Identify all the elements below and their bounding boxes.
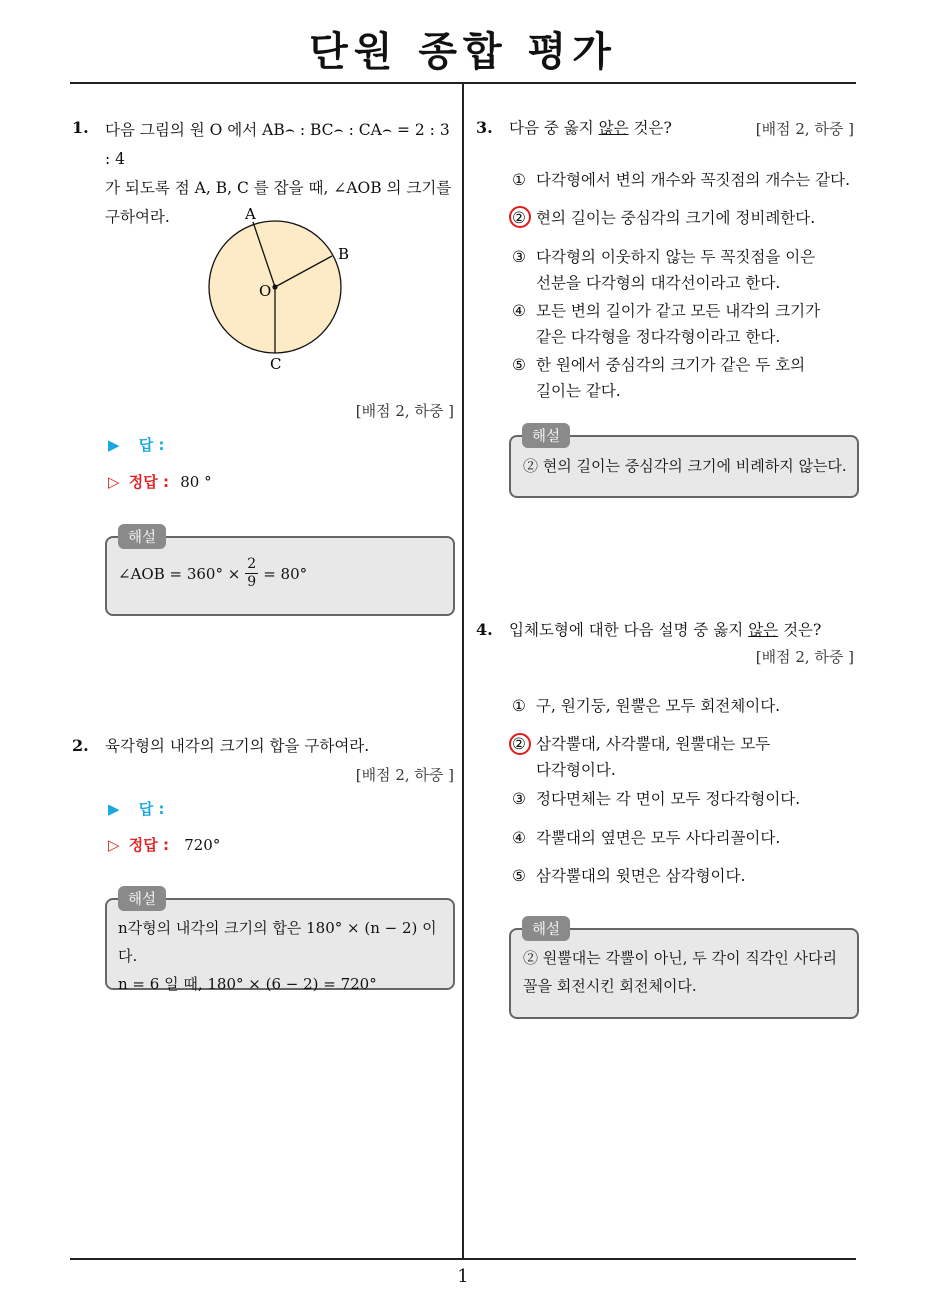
formula-rhs: = 80°	[263, 564, 308, 583]
question-3-text	[509, 114, 672, 143]
explanation-line-1: n각형의 내각의 크기의 합은 180° × (n − 2) 이다.	[118, 919, 437, 965]
question-4-choice-5[interactable]	[512, 863, 745, 889]
choice-text: 각뿔대의 옆면은 모두 사다리꼴이다.	[536, 829, 781, 847]
question-4-score: [배점 2, 하중 ]	[755, 648, 854, 666]
column-divider	[462, 83, 464, 1259]
question-1-score: [배점 2, 하중 ]	[355, 402, 454, 420]
correct-value: 720°	[184, 836, 221, 854]
explanation-line-1: ② 원뿔대는 각뿔이 아닌, 두 각이 직각인 사다리	[523, 949, 837, 967]
question-2-correct-row	[108, 834, 220, 855]
question-4-underlined-word: 않은	[748, 621, 779, 639]
question-2-explanation-text	[118, 914, 448, 998]
choice-text: 다각형의 이웃하지 않는 두 꼭짓점을 이은	[536, 248, 816, 266]
choice-number: ①	[512, 171, 526, 189]
question-1-explanation-formula	[118, 556, 307, 591]
fraction-denominator: 9	[247, 574, 257, 590]
choice-number: ②	[512, 209, 526, 227]
center-point	[272, 284, 277, 289]
choice-text: 모든 변의 길이가 같고 모든 내각의 크기가	[536, 302, 821, 320]
label-a: A	[245, 205, 256, 223]
choice-number: ②	[512, 735, 526, 753]
answer-label: 답 :	[138, 436, 165, 454]
question-3-underlined-word: 않은	[598, 119, 629, 137]
choice-text-line-2: 선분을 다각형의 대각선이라고 한다.	[536, 274, 781, 292]
question-2-text: 육각형의 내각의 크기의 합을 구하여라.	[105, 737, 370, 755]
question-4-text-start: 입체도형에 대한 다음 설명 중 옳지	[509, 621, 749, 639]
page-number: 1	[457, 1266, 469, 1287]
choice-text: 현의 길이는 중심각의 크기에 정비례한다.	[536, 209, 816, 227]
question-1-number: 1.	[72, 118, 89, 137]
label-o: O	[259, 282, 272, 300]
choice-text: 구, 원기둥, 원뿔은 모두 회전체이다.	[536, 697, 781, 715]
choice-number: ④	[512, 302, 526, 320]
explanation-tag: 해설	[118, 886, 166, 911]
correct-value: 80 °	[180, 473, 212, 491]
question-1-correct-row	[108, 471, 212, 492]
question-1-line-1: 다음 그림의 원 O 에서 AB⌢ : BC⌢ : CA⌢ = 2 : 3 : 4	[105, 121, 450, 168]
circle-figure	[200, 200, 360, 380]
outline-triangle-icon: ▷	[108, 836, 120, 854]
question-3-choice-2[interactable]	[512, 205, 815, 231]
question-4-choice-2[interactable]	[512, 731, 770, 783]
question-2-number: 2.	[72, 736, 89, 755]
question-1-line-3: 구하여라.	[105, 208, 170, 226]
question-4-text	[509, 616, 821, 645]
question-4-number: 4.	[476, 620, 493, 639]
play-triangle-icon: ▶	[108, 800, 120, 818]
question-3-text-end: 것은?	[628, 119, 672, 137]
label-c: C	[270, 355, 282, 373]
question-3-score: [배점 2, 하중 ]	[755, 120, 854, 138]
correct-label: 정답 :	[128, 473, 169, 491]
question-3-choice-1[interactable]	[512, 167, 850, 193]
question-4-explanation-text	[523, 944, 853, 1000]
explanation-tag: 해설	[118, 524, 166, 549]
question-3-explanation-text: ② 현의 길이는 중심각의 크기에 비례하지 않는다.	[523, 457, 847, 475]
page-title: 단원 종합 평가	[309, 29, 617, 75]
question-1-line-2: 가 되도록 점 A, B, C 를 잡을 때, ∠AOB 의 크기를	[105, 179, 452, 197]
choice-text: 삼각뿔대, 사각뿔대, 원뿔대는 모두	[536, 735, 771, 753]
choice-number: ①	[512, 697, 526, 715]
choice-text: 한 원에서 중심각의 크기가 같은 두 호의	[536, 356, 806, 374]
question-3-choice-4[interactable]	[512, 298, 820, 350]
question-2-answer-row	[108, 798, 165, 819]
choice-number: ③	[512, 790, 526, 808]
choice-text-line-2: 같은 다각형을 정다각형이라고 한다.	[536, 328, 781, 346]
fraction-numerator: 2	[247, 556, 257, 572]
choice-text-line-2: 다각형이다.	[536, 761, 616, 779]
question-3-text-start: 다음 중 옳지	[509, 119, 599, 137]
choice-number: ⑤	[512, 867, 526, 885]
play-triangle-icon: ▶	[108, 436, 120, 454]
question-1-answer-row	[108, 434, 165, 455]
correct-label: 정답 :	[128, 836, 169, 854]
choice-number: ⑤	[512, 356, 526, 374]
question-4-choice-1[interactable]	[512, 693, 780, 719]
question-2-score: [배점 2, 하중 ]	[355, 766, 454, 784]
fraction	[245, 556, 258, 591]
choice-text: 정다면체는 각 면이 모두 정다각형이다.	[536, 790, 801, 808]
answer-label: 답 :	[138, 800, 165, 818]
question-3-choice-3[interactable]	[512, 244, 815, 296]
outline-triangle-icon: ▷	[108, 473, 120, 491]
question-4-choice-3[interactable]	[512, 786, 800, 812]
explanation-line-2: 꼴을 회전시킨 회전체이다.	[523, 977, 697, 995]
question-4-choice-4[interactable]	[512, 825, 780, 851]
explanation-tag: 해설	[522, 423, 570, 448]
formula-lhs: ∠AOB = 360° ×	[118, 564, 241, 583]
explanation-line-2: n = 6 일 때, 180° × (6 − 2) = 720°	[118, 975, 377, 993]
choice-number: ③	[512, 248, 526, 266]
question-3-choice-5[interactable]	[512, 352, 805, 404]
label-b: B	[338, 245, 350, 263]
choice-text-line-2: 길이는 같다.	[536, 382, 621, 400]
choice-number: ④	[512, 829, 526, 847]
question-3-number: 3.	[476, 118, 493, 137]
question-4-text-end: 것은?	[778, 621, 822, 639]
choice-text: 삼각뿔대의 윗면은 삼각형이다.	[536, 867, 746, 885]
footer-rule	[70, 1258, 856, 1260]
choice-text: 다각형에서 변의 개수와 꼭짓점의 개수는 같다.	[536, 171, 851, 189]
explanation-tag: 해설	[522, 916, 570, 941]
